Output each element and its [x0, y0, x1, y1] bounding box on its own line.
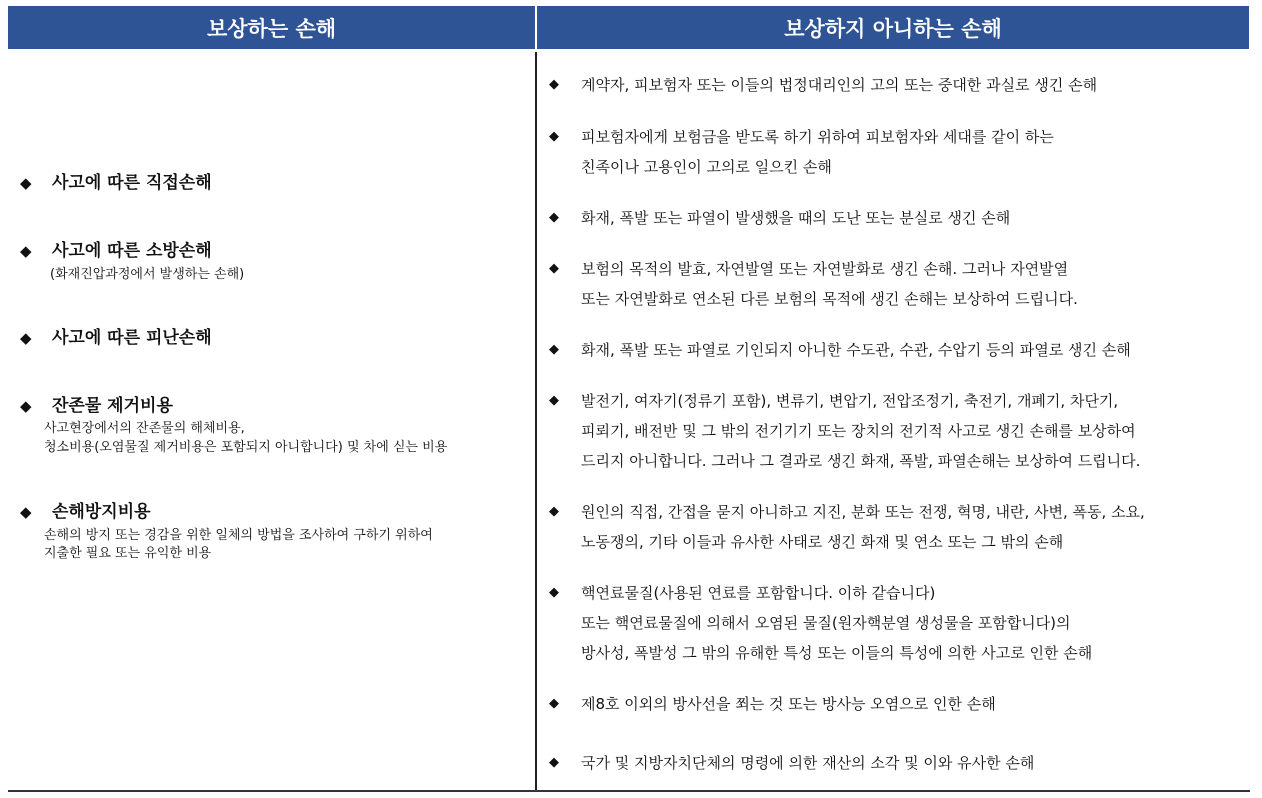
diamond-bullet-icon: ◆	[549, 755, 559, 770]
excluded-item	[549, 386, 1140, 476]
diamond-bullet-icon: ◆	[20, 329, 32, 347]
diamond-bullet-icon: ◆	[549, 504, 559, 519]
excluded-item-line: 제8호 이외의 방사선을 쬐는 것 또는 방사능 오염으로 인한 손해	[581, 695, 996, 713]
diamond-bullet-icon: ◆	[20, 397, 32, 415]
diamond-bullet-icon: ◆	[549, 77, 559, 92]
excluded-losses-header: 보상하지 아니하는 손해	[537, 6, 1249, 49]
excluded-item-line: 방사성, 폭발성 그 밖의 유해한 특성 또는 이들의 특성에 의한 사고로 인한 손해	[581, 644, 1093, 662]
excluded-item-line: 보험의 목적의 발효, 자연발열 또는 자연발화로 생긴 손해. 그러나 자연발열	[581, 260, 1069, 278]
diamond-bullet-icon: ◆	[549, 342, 559, 357]
covered-item-evacuation-loss	[20, 327, 212, 349]
excluded-item-line: 노동쟁의, 기타 이들과 유사한 사태로 생긴 화재 및 연소 또는 그 밖의 손해	[581, 533, 1064, 551]
excluded-item	[549, 497, 1145, 557]
excluded-item-line: 화재, 폭발 또는 파열이 발생했을 때의 도난 또는 분실로 생긴 손해	[581, 209, 1011, 227]
covered-item-note: 청소비용(오염물질 제거비용은 포함되지 아니합니다) 및 차에 싣는 비용	[44, 440, 448, 455]
excluded-item	[549, 335, 1131, 365]
covered-item-title: 사고에 따른 직접손해	[52, 173, 212, 193]
covered-item-title: 잔존물 제거비용	[52, 396, 173, 416]
excluded-item	[549, 254, 1078, 314]
bottom-rule	[8, 790, 1250, 792]
diamond-bullet-icon: ◆	[549, 129, 559, 144]
covered-item-note: 손해의 방지 또는 경감을 위한 일체의 방법을 조사하여 구하기 위하여	[44, 528, 433, 543]
covered-item-note: 지출한 필요 또는 유익한 비용	[44, 546, 212, 561]
excluded-item	[549, 689, 996, 719]
covered-losses-header: 보상하는 손해	[8, 6, 535, 49]
covered-item-note: (화재진압과정에서 발생하는 손해)	[50, 267, 245, 282]
covered-item-title: 손해방지비용	[52, 502, 151, 522]
excluded-item-line: 드리지 아니합니다. 그러나 그 결과로 생긴 화재, 폭발, 파열손해는 보상하여 드립니다.	[581, 452, 1141, 470]
excluded-item-line: 발전기, 여자기(정류기 포함), 변류기, 변압기, 전압조정기, 축전기, 개폐기, 차단기,	[581, 392, 1119, 410]
excluded-item-line: 국가 및 지방자치단체의 명령에 의한 재산의 소각 및 이와 유사한 손해	[581, 754, 1035, 772]
excluded-item-line: 피뢰기, 배전반 및 그 밖의 전기기기 또는 장치의 전기적 사고로 생긴 손해를 보상하여	[581, 422, 1136, 440]
excluded-item-line: 핵연료물질(사용된 연료를 포함합니다. 이하 같습니다)	[581, 584, 936, 602]
excluded-item-line: 또는 자연발화로 연소된 다른 보험의 목적에 생긴 손해는 보상하여 드립니다.	[581, 290, 1078, 308]
excluded-item-line: 피보험자에게 보험금을 받도록 하기 위하여 피보험자와 세대를 같이 하는	[581, 128, 1054, 146]
diamond-bullet-icon: ◆	[549, 261, 559, 276]
diamond-bullet-icon: ◆	[20, 174, 32, 192]
diamond-bullet-icon: ◆	[549, 210, 559, 225]
covered-item-firefighting-loss	[20, 240, 212, 262]
covered-item-loss-prevention	[20, 501, 151, 523]
covered-item-debris-removal	[20, 395, 173, 417]
diamond-bullet-icon: ◆	[20, 503, 32, 521]
excluded-item-line: 계약자, 피보험자 또는 이들의 법정대리인의 고의 또는 중대한 과실로 생긴 손해	[581, 76, 1098, 94]
excluded-item	[549, 203, 1010, 233]
column-divider	[535, 52, 537, 792]
excluded-item-line: 화재, 폭발 또는 파열로 기인되지 아니한 수도관, 수관, 수압기 등의 파열로 생긴 손해	[581, 341, 1131, 359]
diamond-bullet-icon: ◆	[20, 242, 32, 260]
excluded-item	[549, 748, 1034, 778]
covered-item-title: 사고에 따른 피난손해	[52, 328, 212, 348]
excluded-item	[549, 122, 1054, 182]
excluded-item-line: 친족이나 고용인이 고의로 일으킨 손해	[581, 158, 832, 176]
excluded-item-line: 또는 핵연료물질에 의해서 오염된 물질(원자핵분열 생성물을 포함합니다)의	[581, 614, 1071, 632]
excluded-item	[549, 70, 1097, 100]
diamond-bullet-icon: ◆	[549, 585, 559, 600]
excluded-item-line: 원인의 직접, 간접을 묻지 아니하고 지진, 분화 또는 전쟁, 혁명, 내란, 사변, 폭동, 소요,	[581, 503, 1145, 521]
covered-item-note: 사고현장에서의 잔존물의 해체비용,	[44, 421, 245, 436]
excluded-item	[549, 578, 1092, 668]
covered-item-direct-loss	[20, 172, 212, 194]
diamond-bullet-icon: ◆	[549, 393, 559, 408]
covered-item-title: 사고에 따른 소방손해	[52, 241, 212, 261]
diamond-bullet-icon: ◆	[549, 696, 559, 711]
